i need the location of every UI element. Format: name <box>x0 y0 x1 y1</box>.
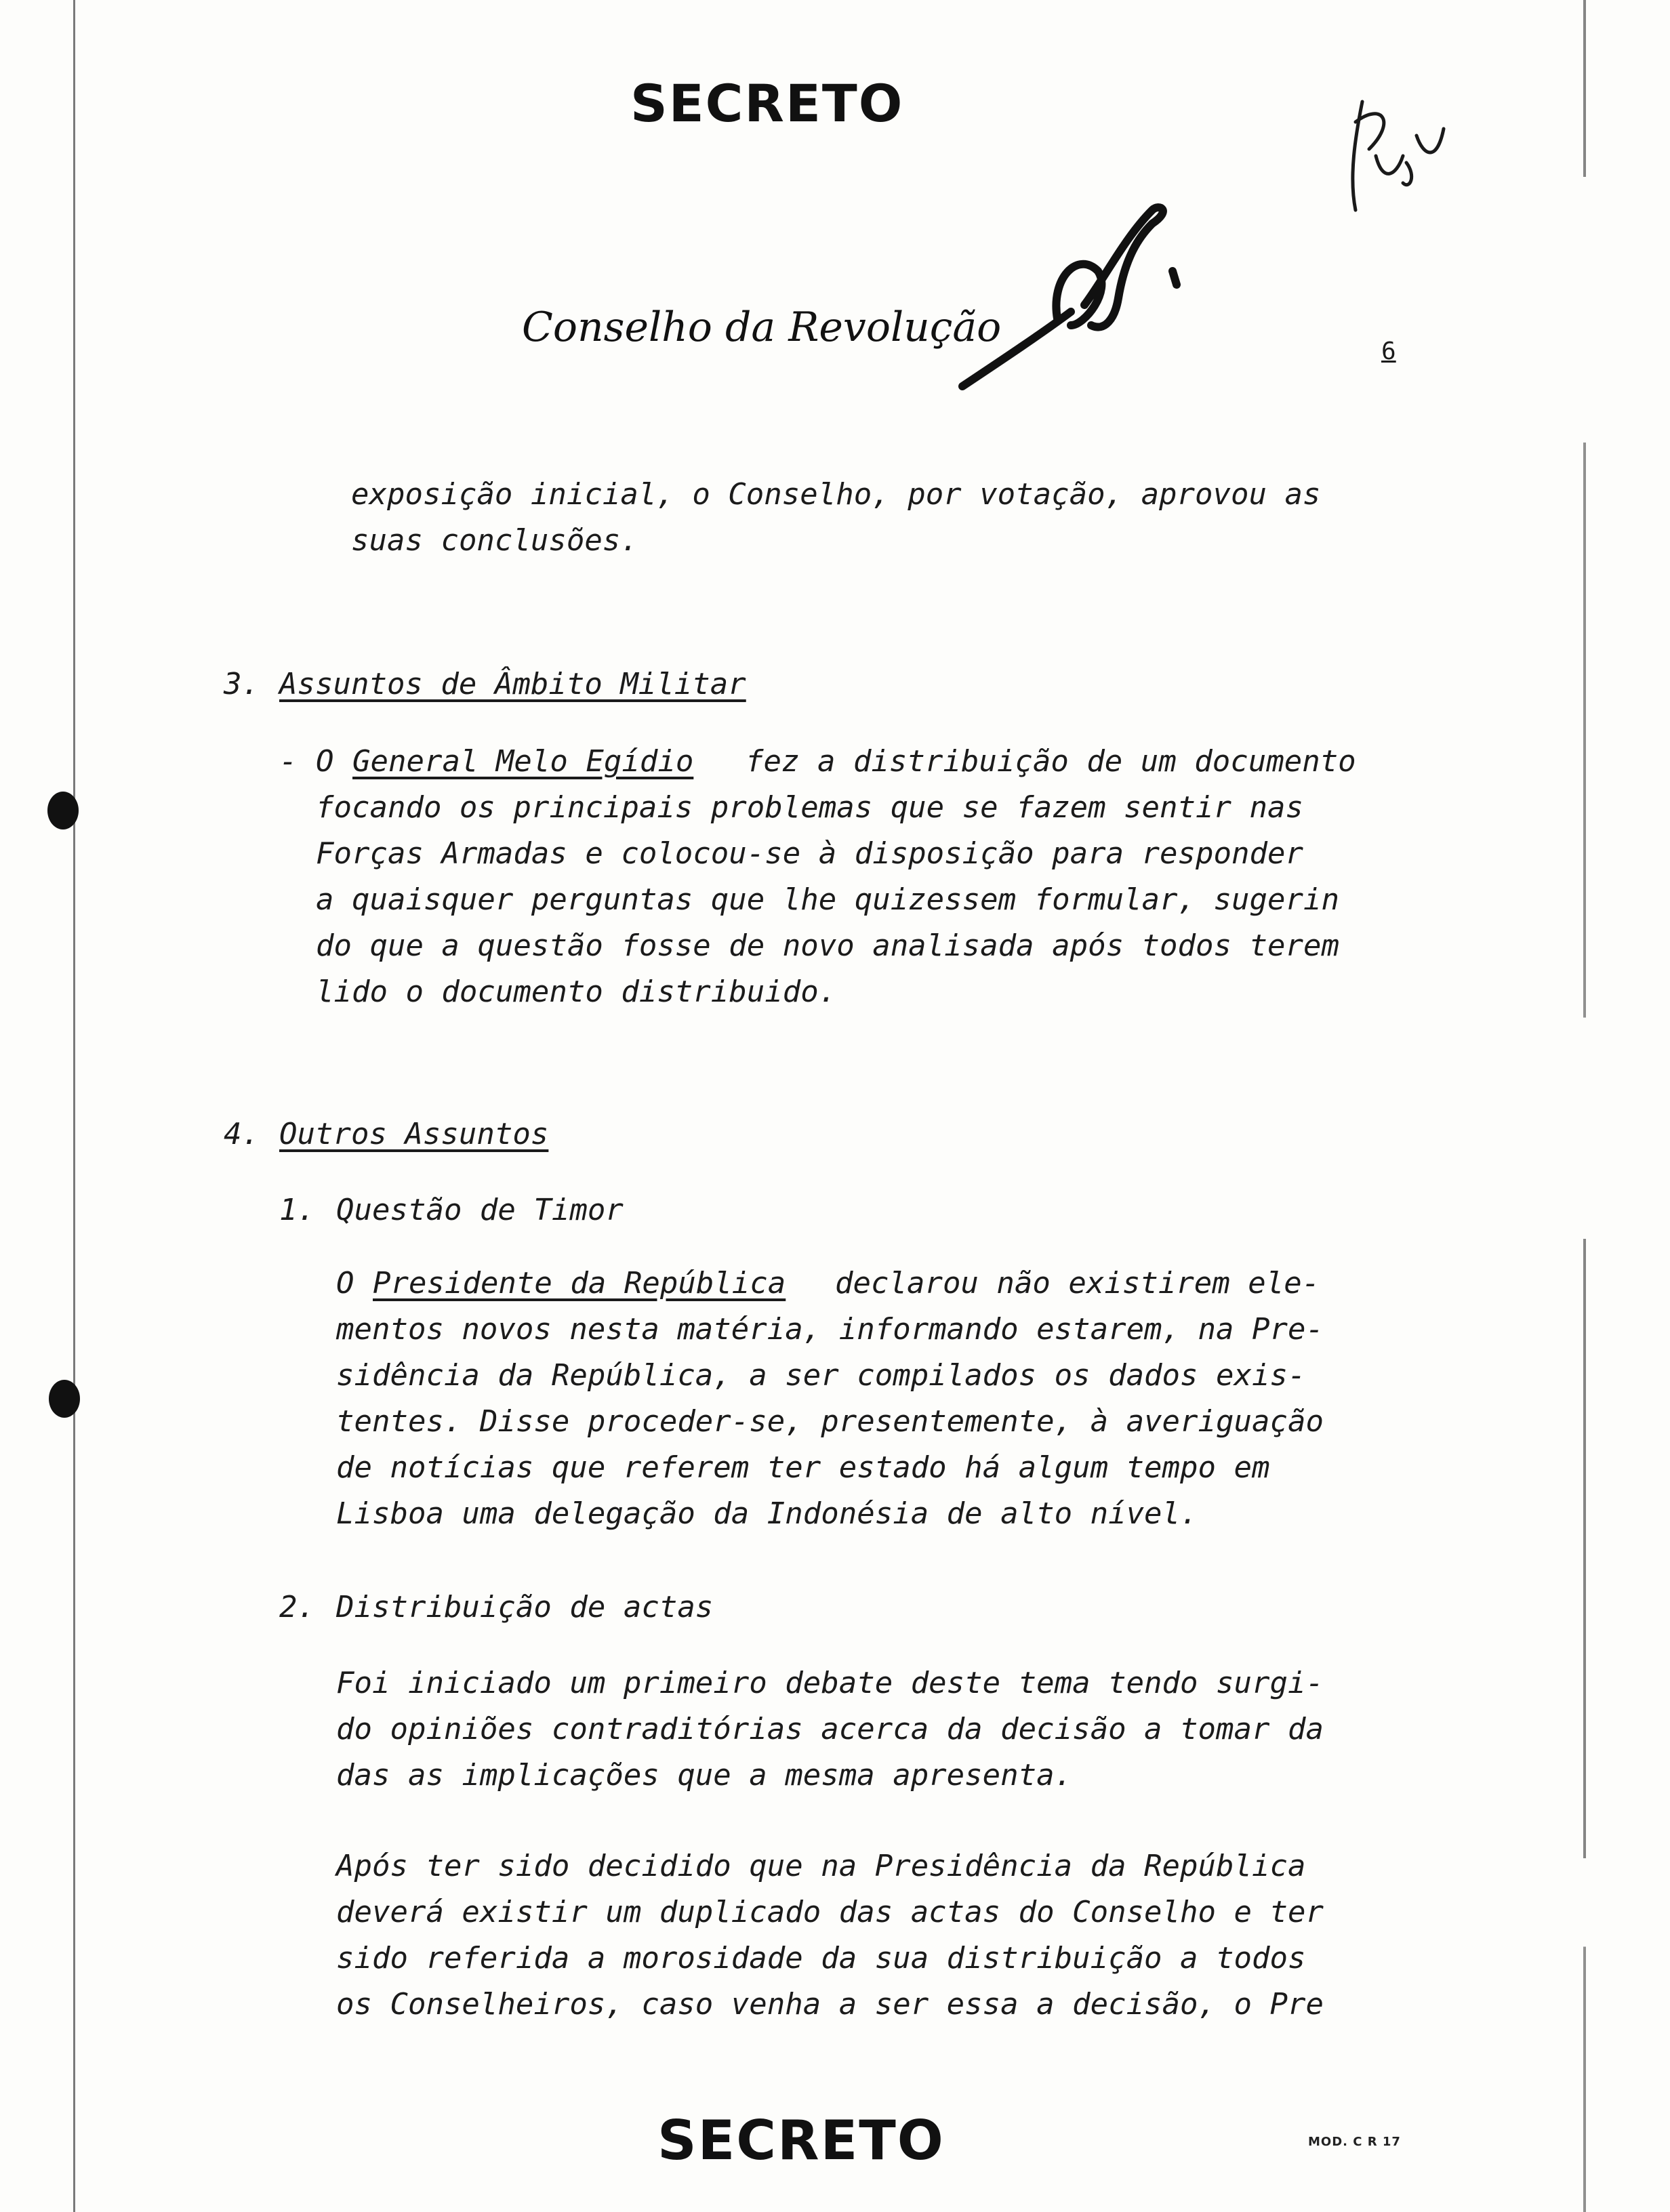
section-4-number: 4. <box>224 1117 260 1151</box>
section-3-dash: - <box>279 744 298 779</box>
classification-stamp-top: SECRETO <box>630 73 904 134</box>
item-2-p2-line-3: sido referida a morosidade da sua distribuição a todos <box>336 1941 1306 1975</box>
intro-line-1: exposição inicial, o Conselho, por votação, aprovou as <box>351 477 1321 512</box>
item-2-number: 2. <box>279 1590 315 1624</box>
section-3-lead: O <box>316 744 334 779</box>
letterhead-title: Conselho da Revolução <box>522 304 1002 351</box>
page-number: 6 <box>1381 337 1396 365</box>
item-2-title: Distribuição de actas <box>336 1590 714 1624</box>
item-2-p2-line-2: deverá existir um duplicado das actas do Conselho e ter <box>336 1895 1324 1929</box>
section-3-line-3: Forças Armadas e colocou-se à disposição para responder <box>316 836 1303 871</box>
item-1-title: Questão de Timor <box>336 1193 624 1227</box>
handwritten-rubric-signature <box>1342 95 1450 230</box>
item-1-line-6: Lisboa uma delegação da Indonésia de alto nível. <box>336 1496 1198 1531</box>
punch-hole-top <box>47 792 79 830</box>
section-4-title: Outros Assuntos <box>279 1117 549 1151</box>
section-3-line-5: do que a questão fosse de novo analisada após todos terem <box>316 928 1339 963</box>
item-1-lead: O <box>336 1266 354 1300</box>
section-3-line-2: focando os principais problemas que se fazem sentir nas <box>316 790 1303 825</box>
item-1-line-4: tentes. Disse proceder-se, presentemente, à averiguação <box>336 1404 1324 1439</box>
item-2-p1-line-2: do opiniões contraditórias acerca da decisão a tomar da <box>336 1712 1324 1746</box>
item-1-line-2: mentos novos nesta matéria, informando estarem, na Pre- <box>336 1312 1324 1347</box>
left-margin-rule <box>73 0 75 2212</box>
section-3-line-6: lido o documento distribuido. <box>316 975 837 1009</box>
form-code: MOD. C R 17 <box>1308 2135 1401 2149</box>
item-2-p2-line-1: Após ter sido decidido que na Presidência da República <box>336 1849 1306 1883</box>
handwritten-main-signature <box>949 197 1220 400</box>
item-2-p1-line-3: das as implicações que a mesma apresenta. <box>336 1758 1073 1793</box>
right-page-edge <box>1583 0 1586 2212</box>
intro-line-2: suas conclusões. <box>351 523 638 558</box>
section-3-number: 3. <box>224 667 260 701</box>
item-1-number: 1. <box>279 1193 315 1227</box>
punch-hole-bottom <box>49 1380 80 1418</box>
section-3-line-1-rest: fez a distribuição de um documento <box>746 744 1356 779</box>
item-1-line-3: sidência da República, a ser compilados os dados exis- <box>336 1358 1306 1393</box>
item-1-line-1-rest: declarou não existirem ele- <box>835 1266 1320 1300</box>
item-2-p1-line-1: Foi iniciado um primeiro debate deste tema tendo surgi- <box>336 1666 1324 1700</box>
classification-stamp-bottom: SECRETO <box>657 2109 945 2172</box>
item-2-p2-line-4: os Conselheiros, caso venha a ser essa a decisão, o Pre <box>336 1987 1324 2022</box>
section-3-subject: General Melo Egídio <box>352 744 694 779</box>
section-3-title: Assuntos de Âmbito Militar <box>279 667 746 701</box>
item-1-subject: Presidente da República <box>373 1266 786 1300</box>
item-1-line-5: de notícias que referem ter estado há algum tempo em <box>336 1450 1270 1485</box>
section-3-line-4: a quaisquer perguntas que lhe quizessem formular, sugerin <box>316 882 1339 917</box>
